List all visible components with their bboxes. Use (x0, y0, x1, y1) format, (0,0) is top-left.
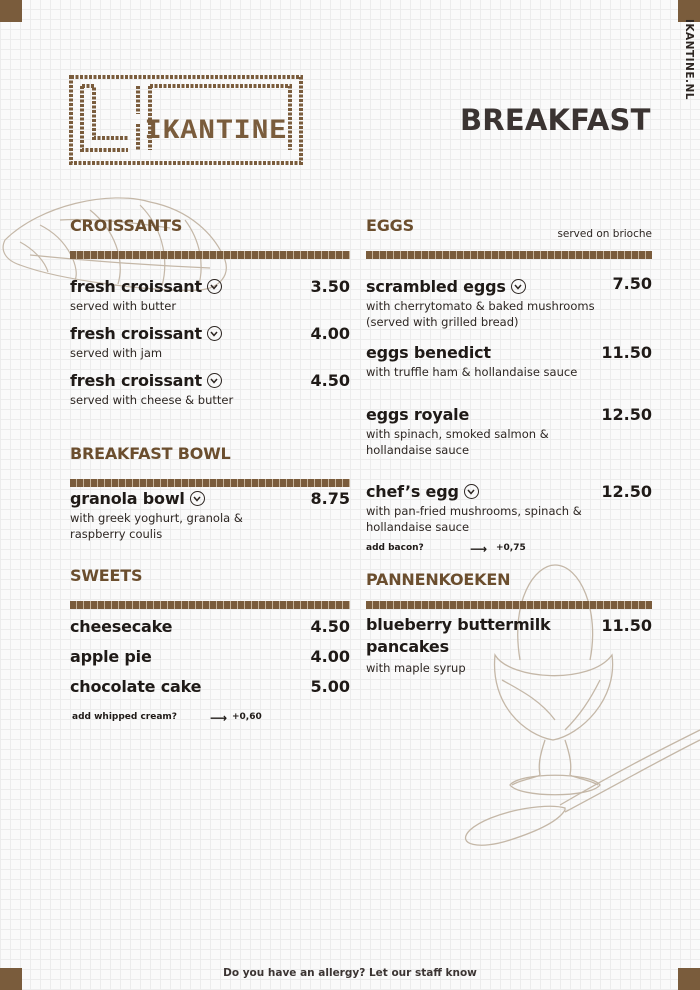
corner-block-top-left (0, 0, 22, 22)
eggs-section (366, 216, 652, 556)
item-price: 12.50 (601, 482, 652, 501)
section-title: EGGS (366, 216, 414, 235)
breakfast-bowl-section (70, 444, 350, 541)
item-name: chocolate cake (70, 677, 202, 696)
chevron-down-circle-icon[interactable] (207, 373, 222, 388)
item-price: 4.50 (310, 617, 350, 636)
item-price: 11.50 (601, 616, 652, 635)
section-divider (366, 601, 652, 609)
section-divider (70, 479, 350, 487)
section-divider (366, 251, 652, 259)
menu-item (70, 324, 350, 361)
item-price: 4.00 (310, 647, 350, 666)
item-description (366, 298, 652, 330)
menu-item (366, 405, 652, 458)
item-price: 4.50 (310, 371, 350, 390)
section-title: CROISSANTS (70, 216, 183, 235)
item-price: 8.75 (310, 489, 350, 508)
item-description-line: hollandaise sauce (366, 520, 470, 534)
addon-price: +0,75 (496, 543, 526, 553)
addon-label: add whipped cream? (72, 712, 178, 722)
item-description: served with cheese & butter (70, 393, 234, 407)
menu-item (366, 614, 652, 676)
section-title: SWEETS (70, 566, 143, 585)
chevron-down-circle-icon[interactable] (190, 491, 205, 506)
item-price: 7.50 (612, 274, 652, 293)
item-description (366, 503, 652, 535)
item-name-line: blueberry buttermilk (366, 615, 551, 634)
section-title: BREAKFAST BOWL (70, 444, 231, 463)
item-description: with truffle ham & hollandaise sauce (366, 365, 578, 379)
item-name: chef’s egg (366, 482, 459, 501)
item-name: eggs benedict (366, 343, 491, 362)
section-divider (70, 601, 350, 609)
chevron-down-circle-icon[interactable] (207, 326, 222, 341)
section-divider (70, 251, 350, 259)
item-description-line: with cherrytomato & baked mushrooms (366, 299, 595, 313)
item-price: 12.50 (601, 405, 652, 424)
item-price: 4.00 (310, 324, 350, 343)
menu-item (70, 489, 350, 542)
arrow-right-icon: ⟶ (210, 711, 228, 725)
item-description-line: with spinach, smoked salmon & (366, 427, 549, 441)
addon-label: add bacon? (366, 543, 424, 553)
item-description-line: with greek yoghurt, granola & (70, 511, 243, 525)
chevron-down-circle-icon[interactable] (511, 279, 526, 294)
section-note: served on brioche (557, 228, 652, 240)
addon-option (72, 711, 292, 725)
website-url: IKANTINE.NL (683, 19, 695, 100)
allergy-notice: Do you have an allergy? Let our staff know (223, 967, 477, 979)
item-name: fresh croissant (70, 324, 202, 343)
item-description: served with jam (70, 346, 163, 360)
menu-item (366, 274, 652, 330)
item-name: scrambled eggs (366, 277, 506, 296)
item-name: eggs royale (366, 405, 470, 424)
item-price: 3.50 (310, 277, 350, 296)
item-description: with maple syrup (366, 661, 466, 675)
addon-option (366, 542, 566, 556)
menu-item (70, 677, 350, 696)
item-description (70, 510, 350, 542)
chevron-down-circle-icon[interactable] (464, 484, 479, 499)
arrow-right-icon: ⟶ (470, 542, 488, 556)
logo-wordmark: IKANTINE (144, 116, 288, 147)
menu-item (366, 482, 652, 535)
addon-price: +0,60 (232, 712, 262, 722)
sweets-section (70, 566, 350, 725)
item-name: cheesecake (70, 617, 173, 636)
croissants-section (70, 216, 350, 407)
item-name: fresh croissant (70, 277, 202, 296)
item-description-line: with pan-fried mushrooms, spinach & (366, 504, 582, 518)
item-description-line: (served with grilled bread) (366, 315, 519, 329)
item-name: fresh croissant (70, 371, 202, 390)
menu-item (70, 371, 350, 408)
menu-item (70, 277, 350, 314)
menu-item (70, 617, 350, 636)
item-price: 5.00 (310, 677, 350, 696)
page-title: BREAKFAST (460, 103, 651, 137)
item-name: granola bowl (70, 489, 185, 508)
ikantine-logo (68, 74, 304, 166)
chevron-down-circle-icon[interactable] (207, 279, 222, 294)
section-title: PANNENKOEKEN (366, 570, 511, 589)
item-name-line: pancakes (366, 637, 449, 656)
menu-item (70, 647, 350, 666)
pannenkoeken-section (366, 570, 652, 675)
item-name: apple pie (70, 647, 152, 666)
item-description: served with butter (70, 299, 177, 313)
menu-item (366, 343, 652, 380)
item-description (366, 426, 652, 458)
item-price: 11.50 (601, 343, 652, 362)
item-description-line: raspberry coulis (70, 527, 163, 541)
item-description-line: hollandaise sauce (366, 443, 470, 457)
